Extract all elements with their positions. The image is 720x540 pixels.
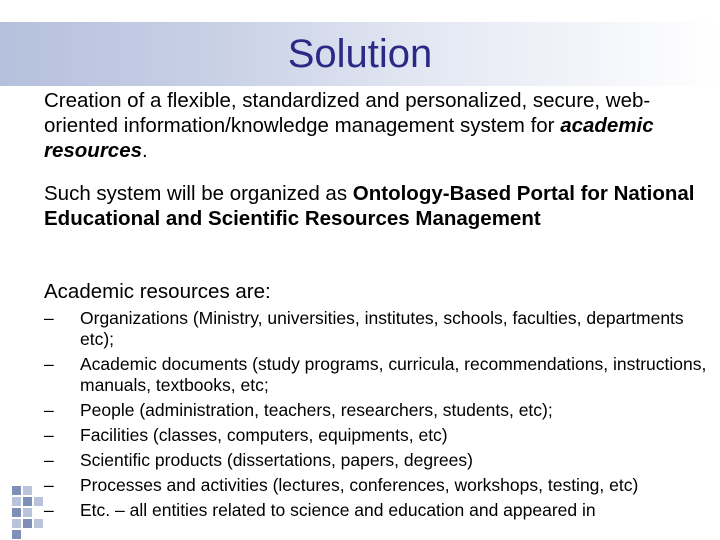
p1-text-b: .	[142, 139, 148, 162]
p2-text-a: Such system will be organized as	[44, 182, 353, 205]
p1-text-a: Creation of a flexible, standardized and personalized, secure, web-oriented information/knowledge management system for	[44, 89, 651, 137]
list-item-text: Etc. – all entities related to science and education and appeared in	[80, 500, 596, 520]
decorative-squares	[12, 486, 54, 540]
dash-bullet: –	[44, 475, 54, 495]
dash-bullet: –	[44, 308, 54, 328]
resource-list	[44, 308, 720, 525]
list-item-text: Academic documents (study programs, curricula, recommendations, instructions, manuals, textbooks, etc;	[80, 354, 707, 395]
paragraph-portal	[44, 181, 704, 231]
slide-title: Solution	[287, 32, 433, 76]
list-item	[44, 500, 720, 521]
dash-bullet: –	[44, 425, 54, 445]
p2-bold: Ontology-Based Portal for National Educational and Scientific Resources Management	[44, 182, 695, 230]
paragraph-creation	[44, 88, 704, 163]
list-item	[44, 475, 720, 496]
list-item-text: Organizations (Ministry, universities, institutes, schools, faculties, departments etc);	[80, 308, 684, 349]
list-item-text: People (administration, teachers, researchers, students, etc);	[80, 400, 553, 420]
list-item-text: Scientific products (dissertations, papers, degrees)	[80, 450, 473, 470]
dash-bullet: –	[44, 450, 54, 470]
paragraph-resources-heading: Academic resources are:	[44, 280, 271, 303]
list-item	[44, 450, 720, 471]
list-item	[44, 354, 720, 396]
list-item-text: Facilities (classes, computers, equipments, etc)	[80, 425, 448, 445]
dash-bullet: –	[44, 500, 54, 520]
p1-emphasis: academic resources	[44, 114, 654, 162]
list-item	[44, 308, 720, 350]
dash-bullet: –	[44, 354, 54, 374]
list-item	[44, 400, 720, 421]
dash-bullet: –	[44, 400, 54, 420]
list-item-text: Processes and activities (lectures, conferences, workshops, testing, etc)	[80, 475, 639, 495]
list-item	[44, 425, 720, 446]
